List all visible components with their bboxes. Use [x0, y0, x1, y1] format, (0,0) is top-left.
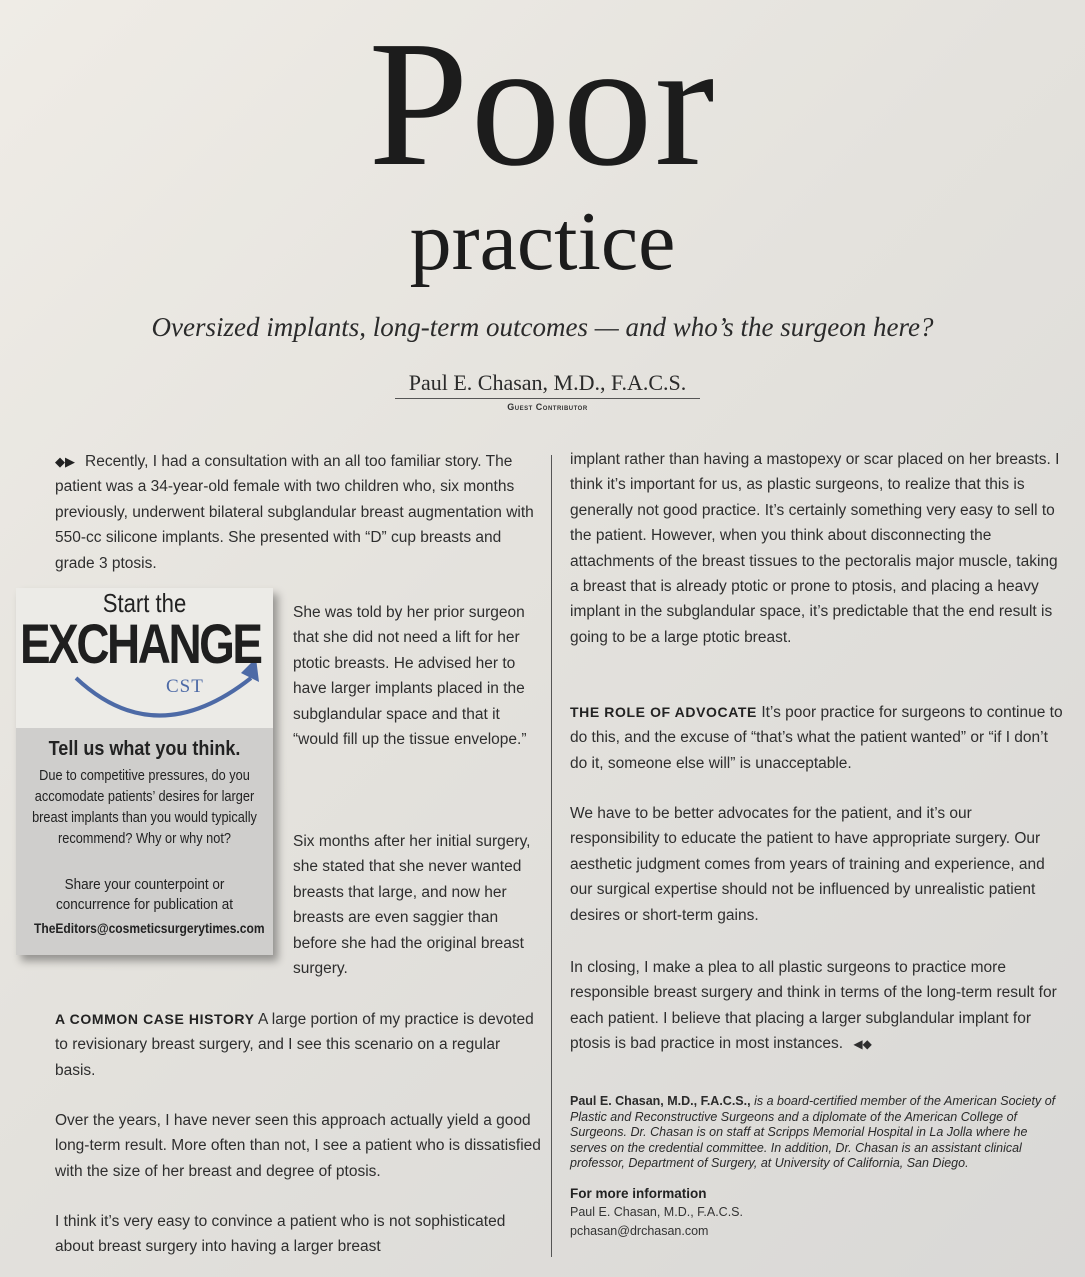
more-info-name: Paul E. Chasan, M.D., F.A.C.S.: [570, 1205, 743, 1219]
cst-label: CST: [166, 676, 204, 697]
advocate-text: It’s poor practice for surgeons to continue to do this, and the excuse of “that’s what the patient wanted” or “if I don’t do it, someone else will” is unacceptable.: [570, 704, 1063, 772]
case-history-paragraph: [55, 1007, 535, 1083]
narrow-paragraph-1: She was told by her prior surgeon that she did not need a lift for her ptotic breasts. He advised her to have larger implants placed in the subglandular space and that it “would fill up the tissue envelope.”: [293, 604, 527, 749]
bio-text: is a board-certified member of the American Society of Plastic and Reconstructive Surgeons and a diplomate of the American College of Surgeons. Dr. Chasan is on staff at Scripps Memorial Hospital in La Jolla where he serves on the credential committee. In addition, Dr. Chasan is an assistant clinical professor, Department of Surgery, at University of California, San Diego.: [570, 1094, 1056, 1171]
exchange-logo-panel: [16, 588, 273, 728]
exchange-sidebar: [16, 588, 273, 955]
exchange-heading: Tell us what you think.: [48, 738, 241, 760]
bio-name: Paul E. Chasan, M.D., F.A.C.S.,: [570, 1094, 751, 1108]
advocate-paragraph: [570, 700, 1065, 776]
exchange-logo-text: EXCHANGE: [20, 612, 261, 675]
case-history-text: A large portion of my practice is devoted to revisionary breast surgery, and I see this scenario on a regular basis.: [55, 1011, 534, 1079]
more-info-heading: For more information: [570, 1186, 707, 1201]
closing-paragraph: [570, 955, 1065, 1058]
intro-text: Recently, I had a consultation with an all too familiar story. The patient was a 34-year-old female with two children who, six months previously, underwent bilateral subglandular breast augmentation with 550-cc silicone implants. She presented with “D” cup breasts and grade 3 ptosis.: [55, 453, 534, 572]
exchange-share-text: Share your counterpoint or concurrence for publication at: [55, 876, 234, 913]
left-paragraph-2: I think it’s very easy to convince a patient who is not sophisticated about breast surgery into having a larger breast: [55, 1213, 506, 1256]
exchange-question: Due to competitive pressures, do you accomodate patients’ desires for larger breast implants than you would typically recommend? Why or why not?: [32, 768, 257, 847]
narrow-paragraph-2: Six months after her initial surgery, she stated that she never wanted breasts that large, and now her breasts are even saggier than before she had the original breast surgery.: [293, 833, 531, 978]
headline-poor: Poor: [368, 4, 717, 203]
more-info-email-link[interactable]: pchasan@drchasan.com: [570, 1224, 709, 1238]
exchange-email-link[interactable]: TheEditors@cosmeticsurgerytimes.com: [33, 920, 265, 936]
start-the-label: Start the: [102, 588, 187, 618]
advocate-heading: THE ROLE OF ADVOCATE: [570, 704, 757, 720]
byline-author: Paul E. Chasan, M.D., F.A.C.S.: [395, 370, 700, 399]
left-paragraph-1: Over the years, I have never seen this approach actually yield a good long-term result. More often than not, I see a patient who is dissatisfied with the size of her breast and degree of ptosis.: [55, 1112, 541, 1180]
closing-text: In closing, I make a plea to all plastic surgeons to practice more responsible breast surgery and think in terms of the long-term result for each patient. I believe that placing a larger subglandular implant for ptosis is bad practice in most instances.: [570, 959, 1057, 1053]
byline-role: Guest Contributor: [507, 402, 588, 412]
case-history-heading: A COMMON CASE HISTORY: [55, 1011, 255, 1027]
intro-paragraph: [55, 449, 535, 576]
author-bio: [570, 1094, 1060, 1172]
subtitle: Oversized implants, long-term outcomes — and who’s the surgeon here?: [151, 312, 934, 342]
column-divider: [551, 455, 552, 1257]
article-end-icon: ◀◆: [853, 1037, 872, 1052]
headline-practice: practice: [409, 195, 676, 288]
right-paragraph-1: implant rather than having a mastopexy or scar placed on her breasts. I think it’s important for us, as plastic surgeons, to realize that this is generally not good practice. It’s certainly something very easy to sell to the patient. However, when you think about disconnecting the attachments of the breast tissues to the pectoralis major muscle, taking a breast that is already ptotic or prone to ptosis, and placing a heavy implant in the subglandular space, it’s predictable that the end result is going to be a large ptotic breast.: [570, 451, 1060, 646]
article-start-icon: ◆▶: [55, 454, 75, 469]
right-paragraph-3: We have to be better advocates for the patient, and it’s our responsibility to educate the patient to have appropriate surgery. Our aesthetic judgment comes from years of training and experience, and our surgical expertise should not be influenced by unrealistic patient desires or short-term gains.: [570, 805, 1045, 924]
